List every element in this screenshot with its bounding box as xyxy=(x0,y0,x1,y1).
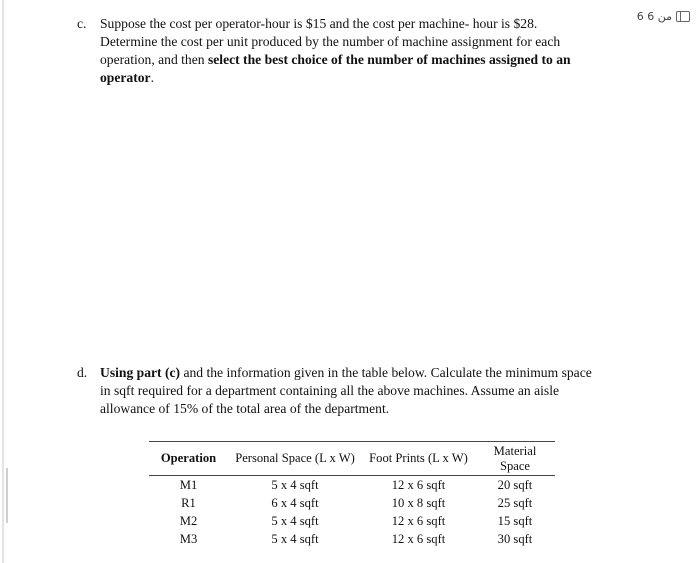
part-d-marker: d. xyxy=(77,365,88,380)
cell-personal-space: 5 x 4 sqft xyxy=(271,531,319,546)
page-indicator[interactable] xyxy=(637,10,690,23)
part-d-text xyxy=(100,364,592,418)
part-d-line-1 xyxy=(100,364,592,382)
cell-operation: M1 xyxy=(179,477,198,492)
part-d-line-2: in sqft required for a department containing all the above machines. Assume an aisle xyxy=(100,383,560,398)
left-edge-marker xyxy=(6,468,8,523)
cell-foot-prints: 12 x 6 sqft xyxy=(391,531,446,546)
left-edge-rule xyxy=(2,0,4,563)
part-c-line-4 xyxy=(100,69,571,87)
space-requirements-table xyxy=(149,441,555,548)
cell-operation: M3 xyxy=(179,531,198,546)
header-personal-space: Personal Space (L x W) xyxy=(235,451,355,465)
cell-foot-prints: 12 x 6 sqft xyxy=(391,513,446,528)
part-c-line-4-end: . xyxy=(150,70,154,85)
table-row xyxy=(149,494,555,512)
table-row xyxy=(149,476,555,495)
cell-material-space: 20 sqft xyxy=(497,477,533,492)
part-c-line-3 xyxy=(100,51,571,69)
cell-personal-space: 6 x 4 sqft xyxy=(271,495,319,510)
table-header-row xyxy=(149,442,555,476)
part-d-line-1-bold: Using part (c) xyxy=(100,365,181,380)
part-c-line-4-bold: operator xyxy=(100,70,151,85)
cell-foot-prints: 12 x 6 sqft xyxy=(391,477,446,492)
page-indicator-label: 6 من 6 xyxy=(636,10,672,23)
header-material-space: Material Space xyxy=(493,443,537,473)
cell-personal-space: 5 x 4 sqft xyxy=(271,513,319,528)
cell-operation: R1 xyxy=(181,495,196,510)
header-foot-prints: Foot Prints (L x W) xyxy=(369,451,468,465)
part-c-line-1: Suppose the cost per operator-hour is $15 and the cost per machine- hour is $28. xyxy=(100,16,538,31)
cell-personal-space: 5 x 4 sqft xyxy=(271,477,319,492)
part-d-line-3: allowance of 15% of the total area of the department. xyxy=(100,401,390,416)
part-c-line-3-bold: select the best choice of the number of machines assigned to an xyxy=(207,52,571,67)
part-d-line-1-plain: and the information given in the table below. Calculate the minimum space xyxy=(180,365,592,380)
part-c-text xyxy=(100,15,571,87)
part-c-line-3-plain: operation, and then xyxy=(100,52,208,67)
part-c-marker: c. xyxy=(77,16,87,31)
cell-material-space: 25 sqft xyxy=(497,495,533,510)
cell-foot-prints: 10 x 8 sqft xyxy=(391,495,446,510)
sidebar-toggle-icon[interactable] xyxy=(676,11,690,22)
table-row xyxy=(149,512,555,530)
cell-operation: M2 xyxy=(179,513,198,528)
part-c-line-2: Determine the cost per unit produced by the number of machine assignment for each xyxy=(100,34,561,49)
cell-material-space: 15 sqft xyxy=(497,513,533,528)
table-row xyxy=(149,530,555,548)
cell-material-space: 30 sqft xyxy=(497,531,533,546)
header-operation: Operation xyxy=(160,451,217,465)
